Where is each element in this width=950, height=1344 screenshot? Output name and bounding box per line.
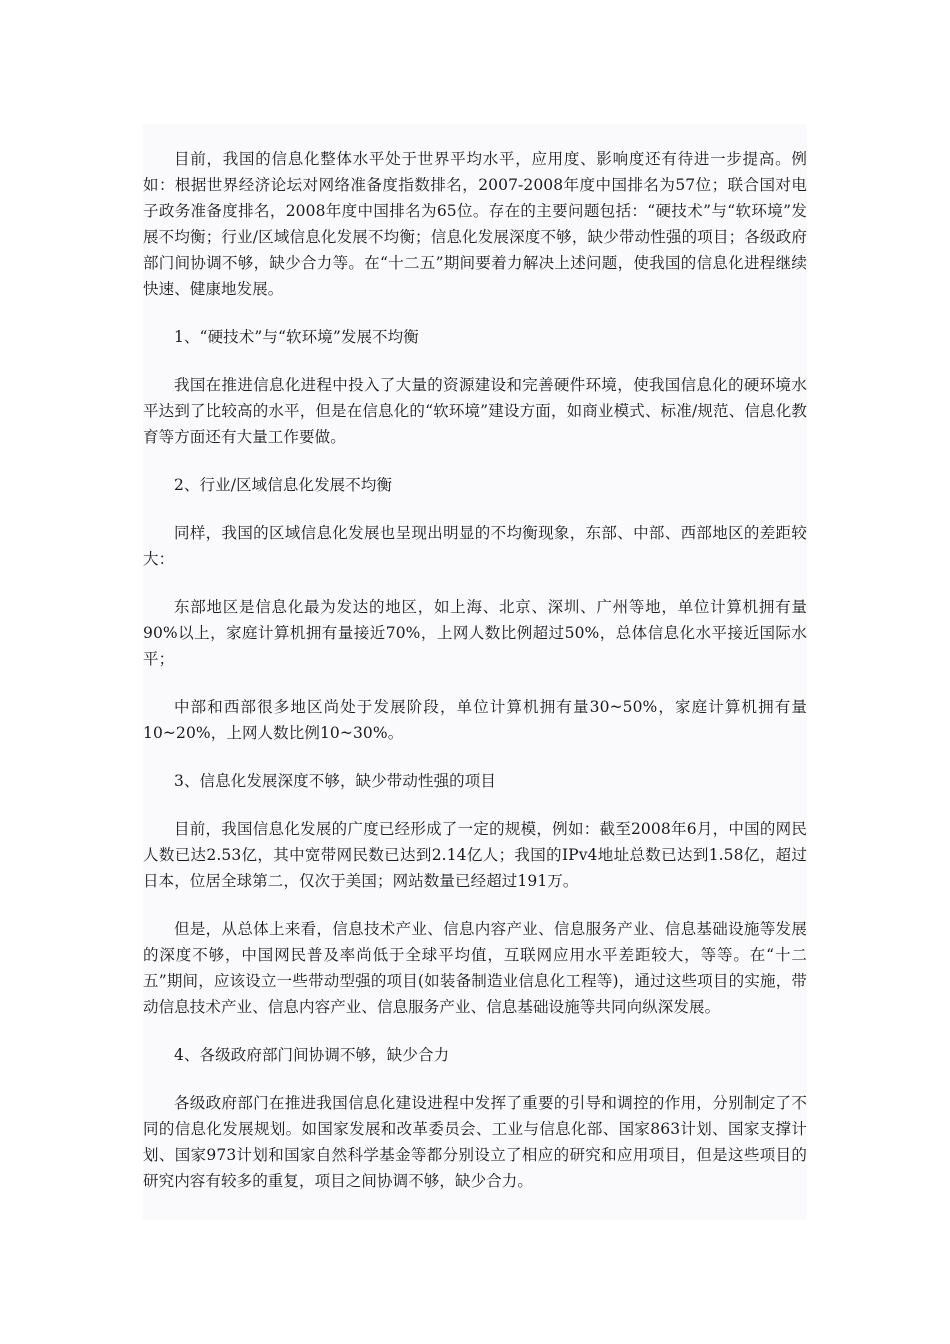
section-4-paragraph: 各级政府部门在推进我国信息化建设进程中发挥了重要的引导和调控的作用，分别制定了不同的信息化发展规划。如国家发展和改革委员会、工业与信息化部、国家863计划、国家支撑计划、国家973计划和国家自然科学基金等都分别设立了相应的研究和应用项目，但是这些项目的研究内容有较多的重复，项目之间协调不够，缺少合力。: [143, 1094, 807, 1190]
section-1-paragraph: 我国在推进信息化进程中投入了大量的资源建设和完善硬件环境，使我国信息化的硬环境水平达到了比较高的水平，但是在信息化的“软环境”建设方面，如商业模式、标准/规范、信息化教育等方面还有大量工作要做。: [143, 376, 807, 446]
section-heading-1: 1、“硬技术”与“软环境”发展不均衡: [174, 328, 419, 346]
document-body: [143, 146, 807, 1216]
section-2-paragraph-1: 同样，我国的区域信息化发展也呈现出明显的不均衡现象，东部、中部、西部地区的差距较大：: [143, 524, 807, 568]
section-2-paragraph-central-west: 中部和西部很多地区尚处于发展阶段，单位计算机拥有量30~50%，家庭计算机拥有量10~20%，上网人数比例10~30%。: [143, 698, 807, 742]
section-heading-4: 4、各级政府部门间协调不够，缺少合力: [174, 1046, 450, 1064]
intro-paragraph: 目前，我国的信息化整体水平处于世界平均水平，应用度、影响度还有待进一步提高。例如：根据世界经济论坛对网络准备度指数排名，2007-2008年度中国排名为57位；联合国对电子政务准备度排名，2008年度中国排名为65位。存在的主要问题包括：“硬技术”与“软环境”发展不均衡；行业/区域信息化发展不均衡；信息化发展深度不够，缺少带动性强的项目；各级政府部门间协调不够，缺少合力等。在“十二五”期间要着力解决上述问题，使我国的信息化进程继续快速、健康地发展。: [143, 150, 807, 298]
section-3-paragraph-2: 但是，从总体上来看，信息技术产业、信息内容产业、信息服务产业、信息基础设施等发展的深度不够，中国网民普及率尚低于全球平均值，互联网应用水平差距较大，等等。在“十二五”期间，应该设立一些带动型强的项目(如装备制造业信息化工程等)，通过这些项目的实施，带动信息技术产业、信息内容产业、信息服务产业、信息基础设施等共同向纵深发展。: [143, 920, 807, 1016]
section-2-paragraph-east: 东部地区是信息化最为发达的地区，如上海、北京、深圳、广州等地，单位计算机拥有量90%以上，家庭计算机拥有量接近70%，上网人数比例超过50%，总体信息化水平接近国际水平；: [143, 598, 807, 668]
section-3-paragraph-1: 目前，我国信息化发展的广度已经形成了一定的规模，例如：截至2008年6月，中国的网民人数已达2.53亿，其中宽带网民数已达到2.14亿人；我国的IPv4地址总数已达到1.58亿，超过日本，位居全球第二，仅次于美国；网站数量已经超过191万。: [143, 820, 807, 890]
section-heading-2: 2、行业/区域信息化发展不均衡: [174, 476, 393, 494]
section-heading-3: 3、信息化发展深度不够，缺少带动性强的项目: [174, 772, 496, 790]
